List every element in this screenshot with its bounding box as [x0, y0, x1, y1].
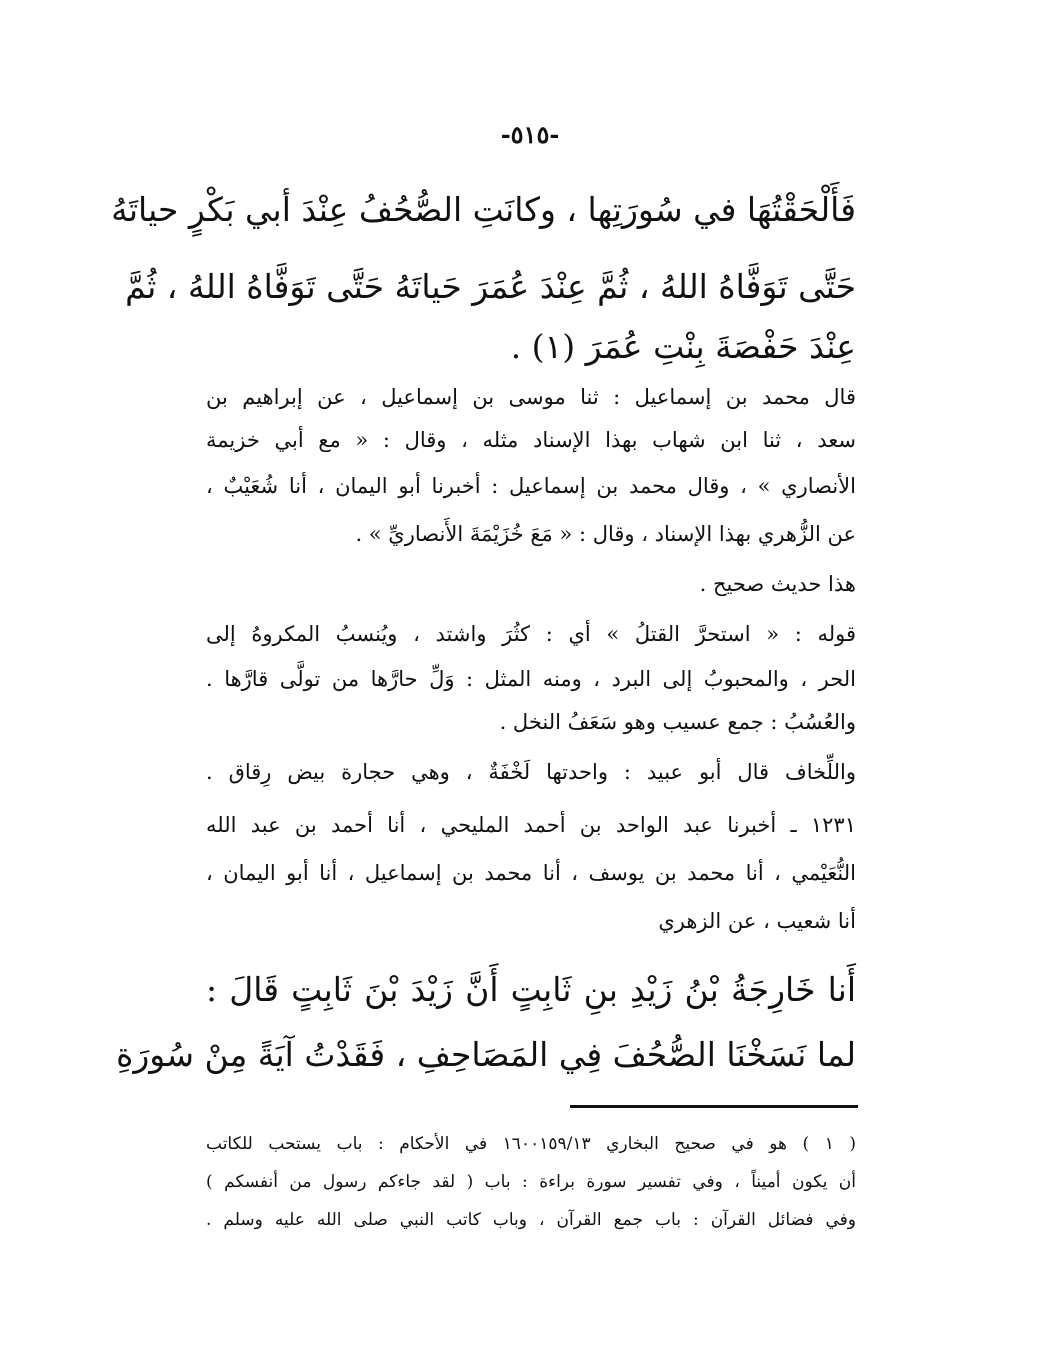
footnote-separator	[570, 1105, 858, 1108]
vocabulary-explanation-2: واللِّخاف قال أبو عبيد : واحدتها لَخْفَةٌ ، وهي حجارة بيض رِقاق .	[206, 760, 856, 784]
footnote-line: ( ١ ) هو في صحيح البخاري ١٦٠٠١٥٩/١٣ في الأحكام : باب يستحب للكاتب	[206, 1134, 856, 1154]
text-line: قال محمد بن إسماعيل : ثنا موسى بن إسماعيل ، عن إبراهيم بن	[206, 385, 856, 409]
text-line: فَأَلْحَقْتُهَا في سُورَتِها ، وكانَتِ الصُّحُفُ عِنْدَ أبي بَكْرٍ حياتَهُ	[111, 190, 856, 229]
text-line: عن الزُّهري بهذا الإسناد ، وقال : « مَعَ خُزَيْمَةَ الأَنصاريِّ » .	[355, 522, 856, 546]
text-line: الحر ، والمحبوبُ إلى البرد ، ومنه المثل : وَلِّ حارَّها من تولَّى قارَّها .	[206, 667, 856, 691]
hadith-verdict: هذا حديث صحيح .	[699, 572, 856, 596]
footnote-line: أن يكون أميناً ، وفي تفسير سورة براءة : باب ( لقد جاءكم رسول من أنفسكم )	[206, 1172, 856, 1192]
text-line: حَتَّى تَوَفَّاهُ اللهُ ، ثُمَّ عِنْدَ عُمَرَ حَياتَهُ حَتَّى تَوَفَّاهُ اللهُ ، ثُمَّ	[125, 267, 856, 306]
footnote-line: وفي فضائل القرآن : باب جمع القرآن ، وباب كاتب النبي صلى الله عليه وسلم .	[206, 1210, 856, 1230]
text-line: أَنا خَارِجَةُ بْنُ زَيْدِ بنِ ثَابِتٍ أَنَّ زَيْدَ بْنَ ثَابِتٍ قَالَ :	[206, 970, 856, 1009]
text-line: النُّعَيْمي ، أنا محمد بن يوسف ، أنا محمد بن إسماعيل ، أنا أبو اليمان ،	[206, 861, 857, 885]
text-line: والعُسُبُ : جمع عسيب وهو سَعَفُ النخل .	[499, 710, 856, 734]
text-line: ١٢٣١ ـ أخبرنا عبد الواحد بن أحمد المليحي ، أنا أحمد بن عبد الله	[206, 813, 856, 837]
text-line: قوله : « استحرَّ القتلُ » أي : كثُرَ واشتد ، ويُنسبُ المكروهُ إلى	[206, 622, 856, 646]
page-number: -٥١٥-	[500, 120, 560, 149]
text-line: سعد ، ثنا ابن شهاب بهذا الإسناد مثله ، وقال : « مع أبي خزيمة	[206, 428, 856, 452]
text-line: عِنْدَ حَفْصَةَ بِنْتِ عُمَرَ (١) .	[510, 327, 856, 366]
text-line: لما نَسَخْنَا الصُّحُفَ فِي المَصَاحِفِ ، فَقَدْتُ آيَةً مِنْ سُورَةِ	[116, 1035, 856, 1074]
text-line: أنا شعيب ، عن الزهري	[658, 909, 856, 933]
text-line: الأنصاري » ، وقال محمد بن إسماعيل : أخبرنا أبو اليمان ، أنا شُعَيْبٌ ،	[206, 474, 856, 498]
